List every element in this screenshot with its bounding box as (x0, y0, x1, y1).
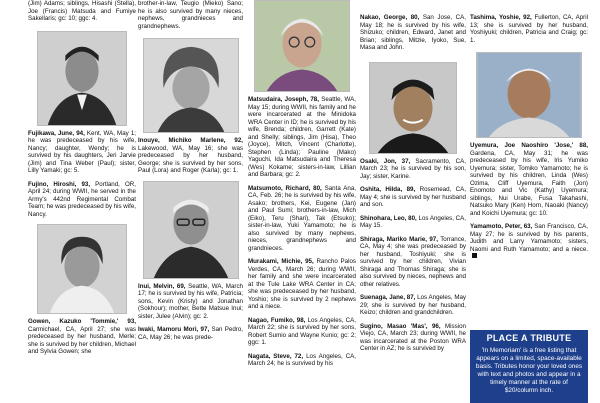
obit-entry (138, 326, 243, 341)
obit-name: Iwaki, Mamoru Mori, 97, (138, 326, 210, 333)
end-mark-icon (472, 253, 477, 258)
obit-entry (248, 258, 356, 311)
obit-body: Lakewood, WA, May 16; she was predeceased by her husband, George; she is survived by her sons, Paul (Lora) and Roger (Karla); gc: 1. (138, 144, 243, 174)
obit-body: San Jose, CA, May 18; he is survived by his wife, Shizuko; children, Edward, Janet and Brian; siblings, Mitzie, Iyoko, Sue, Masa and John. (360, 14, 466, 51)
obit-name: Matsudaira, Joseph, 78, (248, 96, 319, 103)
obit-entry (360, 215, 466, 230)
obit-name: Oshita, Hilda, 89, (360, 186, 416, 193)
photo-matsudaira (254, 0, 350, 92)
portrait-icon (370, 63, 456, 153)
obit-entry (470, 223, 588, 261)
obit-name: Shinohara, Leo, 80, (360, 214, 417, 222)
obit-entry (248, 353, 356, 368)
obit-name: Fujikawa, June, 94, (28, 129, 85, 137)
obit-name: Nagao, Fumiko, 98, (248, 316, 306, 324)
tribute-box (470, 330, 588, 403)
portrait-icon (255, 1, 349, 91)
obit-entry (28, 318, 136, 356)
portrait-icon (144, 182, 238, 278)
obit-name: Inui, Melvin, 69, (138, 282, 186, 290)
obit-entry (28, 181, 136, 219)
obit-entry (28, 130, 136, 175)
obit-entry (138, 283, 243, 321)
obit-body: Sacramento, CA, March 23; he is survived by his son, Jay; sister, Karine. (360, 157, 466, 180)
portrait-icon (38, 225, 126, 313)
obit-name: Murakami, Michie, 95, (248, 258, 314, 265)
obit-body: Carmichael, CA, April 27; she was predeceased by her husband, Merle; she is survived by her children, Michael and Sylvia Gowen; she (28, 325, 136, 355)
tribute-title: PLACE A TRIBUTE (486, 333, 572, 343)
column-3 (248, 0, 356, 368)
obit-body: Los Angeles, May 29; she is survived by her husband, Keizo; children and grandchildren. (360, 294, 467, 316)
portrait-icon (477, 53, 581, 137)
obit-body: Rancho Palos Verdes, CA, March 26; during WWII, her family and she were incarcerated at the Tule Lake WRA Center in CA; she was predeceased by her husband, Yoshio; she is survived by 2 nephews and a niece. (248, 258, 356, 310)
obit-entry (360, 158, 466, 181)
obit-name: Matsumoto, Richard, 80, (248, 184, 322, 192)
obit-name: Osaki, Jon, 37, (360, 157, 411, 165)
obit-name: Nagata, Steve, 72, (248, 352, 304, 360)
photo-fujikawa (37, 31, 127, 126)
obit-entry (360, 294, 466, 317)
obit-body: Portland, OR, April 24; during WWII, he served in the Army's 442nd Regimental Combat Team; he was predeceased by his wife, Nancy. (28, 180, 136, 218)
photo-inui (143, 181, 239, 279)
obit-name: Inouye, Michiko Marlene, 92, (138, 137, 243, 144)
photo-osaki (369, 62, 457, 154)
column-2 (138, 0, 243, 341)
obit-entry (360, 236, 466, 289)
obit-fragment: (Jim) Adams; siblings, Hisashi (Stella), Joe (Francis) Matsuda and Fumiye Sakellaris; gc: 10; ggc: 4. (28, 0, 136, 22)
photo-inouye (143, 38, 239, 133)
obit-entry (470, 142, 588, 217)
tribute-body: 'In Memoriam' is a free listing that appears on a limited, space-available basis. Tributes honor your loved ones with text and photos and appear in a timely manner at the rate of $20/column inch. (475, 347, 583, 394)
photo-gowen (37, 224, 127, 314)
obit-body: Fullerton, CA, April 13; she is survived by her husband, Yoshiyuki; children, Patricia and Craig; gc: 1. (470, 14, 588, 44)
obit-entry (470, 14, 588, 44)
obit-body: Los Angeles, CA, March 22; she is survived by her sons, Robert Sumio and Wayne Kunio; gc: 2; ggc: 1. (248, 316, 356, 346)
obit-name: Yamamoto, Peter, 63, (470, 223, 533, 230)
obit-entry (360, 14, 466, 52)
column-5 (470, 0, 588, 261)
column-1 (28, 0, 136, 356)
obit-body: Seattle, WA, May 15; during WWII, his family and he were incarcerated at the Minidoka WRA Center in ID; he is survived by his wife, Brenda; children, Garrett (Kate) and Shelly; siblings, Jim (Hisa), Theo (Joyce), Mitch, Vincent (Charlotte), Stephen (Linda); Pauline (Mako) Yaguchi, Ida Matsudaira and Theresa (Wes) Kokame; sisters-in-law, Lillian and Barbara; gc: 2. (248, 96, 356, 178)
obit-body: Mission Viejo, CA, March 23; during WWII, he was incarcerated at the Poston WRA Center in AZ; he is survived by (360, 322, 466, 352)
portrait-icon (38, 32, 126, 125)
obit-body: San Pedro, CA, May 26; he was prede- (138, 326, 243, 341)
obit-fragment: brother-in-law, Teugio (Mieko) Sano; he is also survived by many nieces, nephews, grandnieces and grandnephews. (138, 0, 243, 30)
obit-body: Rosemead, CA, May 4; she is survived by her husband and son. (360, 186, 466, 208)
obit-body: Kent, WA, May 1; he was predeceased by his wife, Nancy; daughter, Wendy; he is survived by his daughters, Jeri Jarvie (Jim) and Tina Weber (Paul); sister, Lilly Yamaki; gc: 5. (28, 129, 136, 174)
obit-body: Santa Ana, CA, Feb. 26; he is survived by his wife, Asako; brothers, Kei, Eugene (Jan) and Paul Sumi; brothers-in-law, Mich (Eiko), Teru (Shari), Tak (Etsuko); sister-in-law, Yuki Yamamoto; he is also survived by many nephews, nieces, grandnephews and grandnieces. (248, 184, 357, 252)
obit-name: Fujino, Hiroshi, 93, (28, 180, 91, 188)
obit-entry (360, 186, 466, 209)
obit-entry (248, 96, 356, 179)
obit-name: Gowen, Kazuko 'Tommie,' 93, (28, 318, 136, 325)
obit-name: Suenaga, Jane, 87, (360, 294, 416, 301)
column-4 (360, 0, 466, 353)
obit-entry (138, 137, 243, 175)
obit-name: Shiraga, Mariko Marie, 97, (360, 235, 438, 243)
obit-entry (248, 317, 356, 347)
obit-body: Gardena, CA, May 31; he was predeceased by his wife, Iris Yumiko Uyemura; sister, Tomiko Yamamoto; he is survived by his children, Linda (Wes) Ozima, Cliff Uyemura, Faith (Jon) Enomoto and Vic (Kathy) Uyemura; siblings, Nui Urabe, Fusa Takahashi, Natsuko Mary (Ken) Horn, Naoaki (Nancy) and Koichi Uyemura; gc: 10. (470, 149, 588, 217)
obit-body: Los Angeles, CA, May 15. (360, 214, 466, 229)
photo-uyemura (476, 52, 582, 138)
obit-name: Uyemura, Joe Naoshiro 'Jose,' 88, (470, 142, 588, 149)
obit-entry (360, 323, 466, 353)
obit-body: Torrance, CA, May 4; she was predeceased by her husband, Toshiyuki; she is survived by her children, Vivian Shiraga and Thomas Shiraga; she is also survived by nieces, nephews and other relatives. (360, 235, 466, 288)
obit-entry (248, 185, 356, 253)
obit-body: Los Angeles, CA, March 24; he is survived by his (248, 352, 357, 367)
obit-body: San Francisco, CA, May 27; he is survived by his parents, Judith and Larry Yamamoto; sisters, Naomi and Ruth Yamamoto; and a niece. (470, 223, 589, 253)
obit-body: Seattle, WA, March 17; he is survived by his wife, Patricia; sons, Kevin (Kristy) and Jonathan (Sokhour); mother, Bette Matsue Inui; sister, Julee (Alvin); gc: 2. (138, 282, 243, 320)
obit-name: Nakao, George, 80, (360, 14, 420, 21)
obit-name: Sugino, Masao 'Mas', 96, (360, 322, 441, 330)
portrait-icon (144, 39, 238, 132)
obit-name: Tashima, Yoshie, 92, (470, 14, 532, 21)
